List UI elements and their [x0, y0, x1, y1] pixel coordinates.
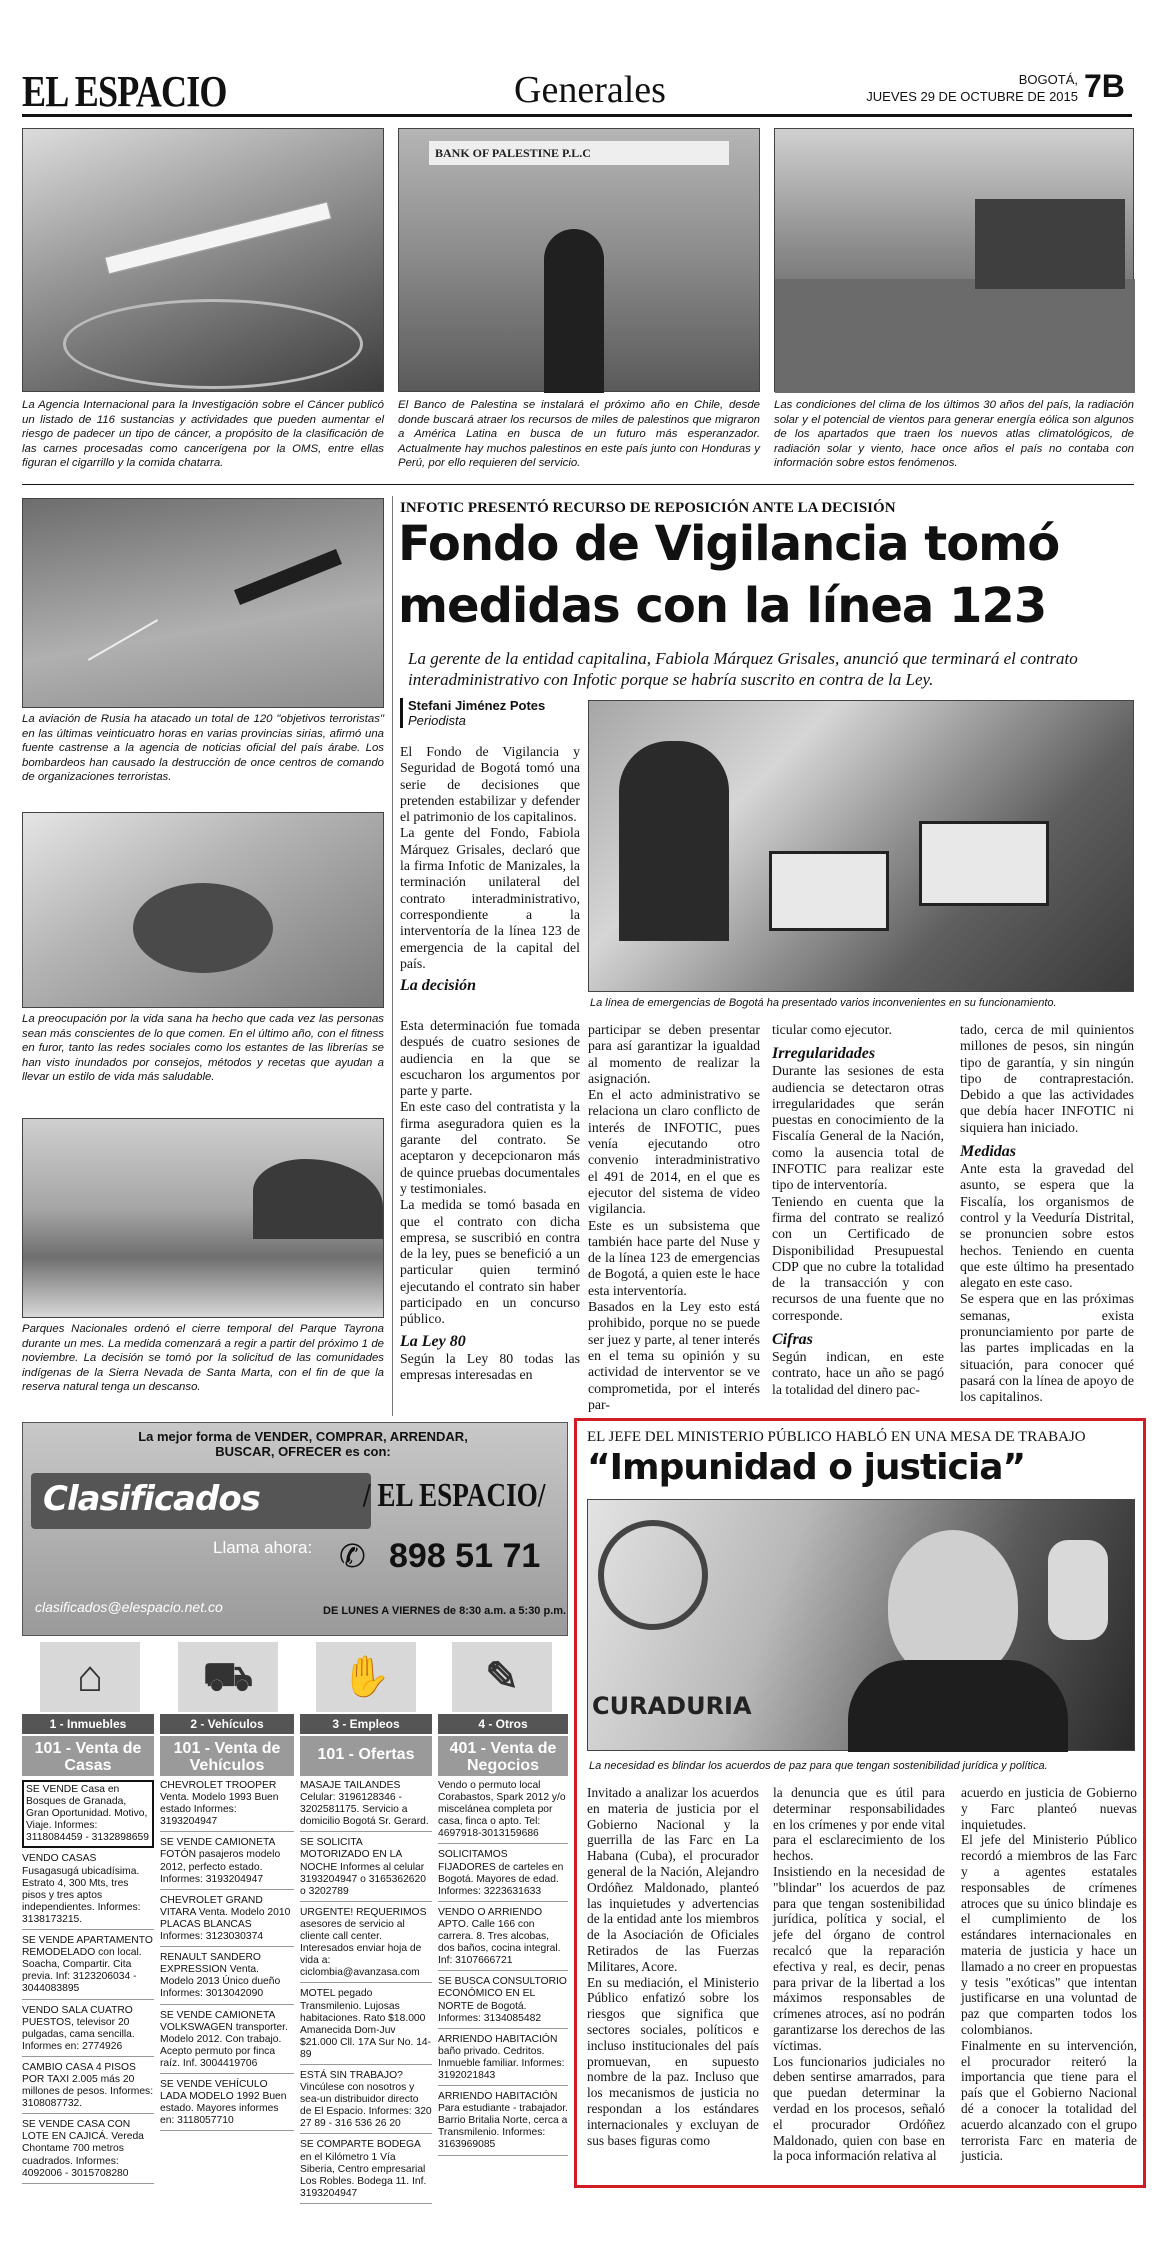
main-deck: La gerente de la entidad capitalina, Fabiola Márquez Grisales, anunció que terminará el contrato interadministrativo con Infotic porque se habría suscrito en contra de la Ley.: [408, 649, 1078, 689]
boxed-headline: “Impunidad o justicia”: [587, 1447, 1026, 1488]
classified-ad: Vendo o permuto local Corabastos, Spark 2012 y/o miscelánea completa por casa, finca o apto. Tel: 4697918-3013159686: [438, 1780, 568, 1844]
category-label: 2 - Vehículos: [160, 1714, 294, 1734]
paragraph: Durante las sesiones de esta audiencia se detectaron otras irregularidades que serán puestas en conocimiento de la Fiscalía General de la Nación, como la ausencia total de INFOTIC para realizar este tipo de interventoría.: [772, 1063, 944, 1193]
paragraph: Insistiendo en la necesidad de "blindar" los acuerdos de paz para que tengan sostenibilidad jurídica, política y social, el jefe del órgano de control recalcó que la reparación efectiva y real, es decir, penas para privar de la libertad a los máximos responsables de crímenes atroces, así no podrán garantizarse los derechos de las víctimas.: [773, 1863, 945, 2053]
category-sub: 101 - Venta de Vehículos: [160, 1736, 294, 1776]
dateline-date: JUEVES 29 DE OCTUBRE DE 2015: [866, 89, 1078, 104]
podium-sign: CURADURIA: [592, 1692, 752, 1720]
classified-ad: RENAULT SANDERO EXPRESSION Venta. Modelo 2013 Único dueño Informes: 3013042090: [160, 1952, 294, 2004]
paragraph: El jefe del Ministerio Público recordó a miembros de las Farc y a agentes estatales responsables de crímenes atroces que su único blindaje es el cumplimiento de los estándares internacionales en materia de justicia y hace un llamado a no creer en propuestas y tesis "exóticas" que intentan justificarse en una voluntad de paz que comparten todos los colombianos.: [961, 1832, 1137, 2037]
category-label: 3 - Empleos: [300, 1714, 432, 1734]
paragraph: En el acto administrativo se relaciona un claro conflicto de interés de INFOTIC, pues venía ejecutando otro convenio interadministrativo el 491 de 2014, en el que es ejecutor del sistema de video vigilancia.: [588, 1087, 760, 1217]
paragraph: La gente del Fondo, Fabiola Márquez Grisales, declaró que la firma Infotic de Manizales, la terminación unilateral del contrato interadministrativo, correspondiente a la interventoría de la línea 123 de emergencia de la capital del país.: [400, 825, 580, 971]
subhead-decision: La decisión: [400, 977, 476, 995]
classified-ad: SE VENDE VEHÍCULO LADA MODELO 1992 Buen estado. Mayores informes en: 3118057710: [160, 2079, 294, 2131]
main-column-4: [960, 1022, 1134, 1406]
classified-ad: ESTÁ SIN TRABAJO? Vincúlese con nosotros y sea-un distribuidor directo de El Espacio. Informes: 320 27 89 - 316 536 26 20: [300, 2070, 432, 2134]
classified-ad: SE VENDE APARTAMENTO REMODELADO con local. Soacha, Compartir. Cita previa. Inf: 3123206034 - 3044083895: [22, 1935, 154, 1999]
pen-icon: ✎: [452, 1642, 552, 1712]
classified-ad: CAMBIO CASA 4 PISOS POR TAXI 2.005 más 20 millones de pesos. Informes: 3108087732.: [22, 2062, 154, 2114]
hands-icon: ✋: [316, 1642, 416, 1712]
paragraph: Invitado a analizar los acuerdos en materia de justicia por el Gobierno Nacional y la guerrilla de las Farc en La Habana (Cuba), el procurador general de la Nación, Alejandro Ordóñez Maldonado, planteó las inquietudes y advertencias de la entidad ante los miembros de la Asociación de Oficiales Retirados de las Fuerzas Militares, Acore.: [587, 1785, 759, 1974]
paragraph: acuerdo en justicia de Gobierno y Farc planteó nuevas inquietudes.: [961, 1785, 1137, 1832]
category-sub: 101 - Venta de Casas: [22, 1736, 154, 1776]
subhead-medidas: Medidas: [960, 1143, 1016, 1161]
section-title: Generales: [514, 69, 666, 111]
beach-caption: Parques Nacionales ordenó el cierre temporal del Parque Tayrona durante un mes. La medida comenzará a regir a partir del próximo 1 de noviembre. La decisión se tomó por la solicitud de las comunidades indígenas de la Sierra Nevada de Santa Marta, con el fin de que la reserva natural tenga un descanso.: [22, 1323, 384, 1394]
classified-ad: SE VENDE Casa en Bosques de Granada, Gran Oportunidad. Motivo, Viaje. Informes: 3118084459 - 3132898659: [22, 1780, 154, 1848]
classified-ad: MASAJE TAILANDES Celular: 3196128346 - 3202581175. Servicio a domicilio Bogotá Sr. Gerard.: [300, 1780, 432, 1832]
classified-ad: CHEVROLET GRAND VITARA Venta. Modelo 2010 PLACAS BLANCAS Informes: 3123030374: [160, 1895, 294, 1947]
classified-ad: ARRIENDO HABITACIÓN Para estudiante - trabajador. Barrio Britalia Norte, cerca a Transmilenio. Informes: 3163969085: [438, 2091, 568, 2155]
almonds-caption: La preocupación por la vida sana ha hecho que cada vez las personas sean más conscientes de lo que comen. En el último año, con el fitness en furor, tanto las redes sociales como los estantes de las librerías se han visto inundados por consejos, métodos y recetas que ayudan a llevar un estilo de vida más saludable.: [22, 1013, 384, 1084]
classifieds-hours: DE LUNES A VIERNES de 8:30 a.m. a 5:30 p.m.: [323, 1605, 567, 1617]
call-center-photo: [588, 700, 1134, 992]
paragraph: En su mediación, el Ministerio Público enfatizó sobre los riesgos que significa que sectores sociales, políticos e incluso institucionales del país promuevan, en supuesto nombre de la paz. Incluso que los mecanismos de justicia no respondan a los estándares internacionales y excluyan de sus bases figuras como: [587, 1974, 759, 2148]
boxed-article: [574, 1418, 1146, 2188]
top-strip-rule: [22, 484, 1134, 485]
paragraph: Basados en la Ley esto está prohibido, porque no se puede ser juez y parte, al tener interés en el tema su opinión y su actividad de interventor se ve comprometida, por el interés par-: [588, 1299, 760, 1412]
classified-ad: MOTEL pegado Transmilenio. Lujosas habitaciones. Rato $18.000 Amanecida Dom-Juv $21.000 Cll. 17A Sur No. 14-89: [300, 1988, 432, 2065]
beach-photo: [22, 1118, 384, 1318]
main-kicker: INFOTIC PRESENTÓ RECURSO DE REPOSICIÓN ANTE LA DECISIÓN: [400, 500, 896, 516]
main-headline-line2: medidas con la línea 123: [398, 578, 1047, 634]
car-icon: ⛟: [178, 1642, 278, 1712]
classifieds-column-3: [300, 1780, 432, 2199]
classifieds-phone: 898 51 71: [389, 1537, 541, 1575]
bank-sign: BANK OF PALESTINE P.L.C: [429, 141, 729, 165]
paragraph: Según la Ley 80 todas las empresas interesadas en: [400, 1350, 580, 1382]
paragraph: la denuncia que es útil para determinar responsabilidades en los crímenes y por ende vital para el esclarecimiento de los hechos.: [773, 1785, 945, 1864]
classifieds-email: clasificados@elespacio.net.co: [35, 1599, 223, 1615]
procurador-photo: [587, 1499, 1135, 1751]
main-column-3: [772, 1022, 944, 1398]
classified-ad: VENDO CASAS Fusagasugá ubicadísima. Estrato 4, 300 Mts, tres pisos y tres aptos independientes. Informes: 3138173215.: [22, 1853, 154, 1930]
byline-role: Periodista: [408, 713, 466, 728]
classifieds-paper-logo: / EL ESPACIO/: [363, 1477, 546, 1514]
classifieds-column-4: [438, 1780, 568, 2190]
classified-ad: VENDO SALA CUATRO PUESTOS, televisor 20 pulgadas, cama sencilla. Informes en: 2774926: [22, 2005, 154, 2057]
main-column-1: [400, 744, 580, 995]
procurador-caption: La necesidad es blindar los acuerdos de paz para que tengan sostenibilidad jurídica y política.: [589, 1760, 1048, 1772]
paragraph: Esta determinación fue tomada después de cuatro sesiones de audiencia en la que se escucharon los argumentos por parte y parte.: [400, 1018, 580, 1099]
paragraph: tado, cerca de mil quinientos millones de pesos, sin ningún tipo de garantía, y sin ningún tipo de contraprestación. Debido a que las actividades que debía hacer INFOTIC ni siquiera han iniciado.: [960, 1022, 1134, 1135]
house-icon: ⌂: [40, 1642, 140, 1712]
subhead-cifras: Cifras: [772, 1331, 813, 1349]
paragraph: Los funcionarios judiciales no deben sentirse amarrados, para que puedan determinar la verdad en los procesos, señaló el procurador Ordóñez Maldonado, quien con base en la poca información relativa al: [773, 2053, 945, 2164]
main-headline-line1: Fondo de Vigilancia tomó: [398, 516, 1060, 572]
paragraph: En este caso del contratista y la firma aseguradora quien es la garante del contrato. Se aceptaron y decepcionaron más de quince pruebas documentales y testimoniales.: [400, 1099, 580, 1196]
call-label: Llama ahora:: [213, 1538, 313, 1557]
boxed-column-1: [587, 1785, 759, 2148]
bank-photo: [398, 128, 760, 392]
classified-ad: URGENTE! REQUERIMOS asesores de servicio al cliente call center. Interesados enviar hoja de vida a: ciclombia@avanzasa.com: [300, 1907, 432, 1984]
dateline-city: BOGOTÁ,: [1018, 72, 1078, 87]
top-caption-1: La Agencia Internacional para la Investigación sobre el Cáncer publicó un listado de 116 sustancias y actividades que pueden aumentar el riesgo de padecer un tipo de cáncer, a propósito de la clasificación de las carnes procesadas como cancerígena por la OMS, entre ellas figuran el cigarrillo y la comida chatarra.: [22, 399, 384, 470]
paragraph: ticular como ejecutor.: [772, 1022, 892, 1037]
classified-ad: SE SOLICITA MOTORIZADO EN LA NOCHE Informes al celular 3193204947 o 3165362620 o 3202789: [300, 1837, 432, 1901]
paragraph: Este es un subsistema que también hace parte del Nuse y de la línea 123 de emergencias de Bogotá, a quien este le hace esta interventoría.: [588, 1217, 760, 1298]
classified-ad: SE COMPARTE BODEGA en el Kilómetro 1 Vía Siberia, Centro empresarial Los Robles. Bodega 11. Inf. 3193204947: [300, 2139, 432, 2203]
page-number: 7B: [1084, 68, 1125, 104]
classifieds-logo-text: Clasificados: [43, 1479, 260, 1519]
classified-ad: ARRIENDO HABITACIÓN baño privado. Cedritos. Inmueble familiar. Informes: 3192021843: [438, 2034, 568, 2086]
top-caption-2: El Banco de Palestina se instalará el próximo año en Chile, desde donde buscará atraer los recursos de miles de palestinos que migraron a América Latina en busca de un futuro más esperanzador. Actualmente hay muchos palestinos en este país junto con Honduras y Perú, por ello requieren del servicio.: [398, 399, 760, 470]
category-sub: 401 - Venta de Negocios: [438, 1736, 568, 1776]
fighter-jet-photo: [22, 498, 384, 708]
byline: [400, 698, 545, 728]
masthead-rule: [22, 114, 1132, 117]
subhead-irregularidades: Irregularidades: [772, 1045, 876, 1063]
cigarette-photo: [22, 128, 384, 392]
top-caption-3: Las condiciones del clima de los últimos 30 años del país, la radiación solar y el potencial de vientos para generar energía eólica son algunos de los apartados que traen los nuevos atlas climatológicos, de radiación solar y viento, hace once años el país no contaba con información sobre estos fenómenos.: [774, 399, 1134, 470]
classifieds-logo: [31, 1473, 371, 1529]
subhead-ley: La Ley 80: [400, 1332, 466, 1350]
classifieds-banner: [22, 1422, 568, 1636]
classified-ad: VENDO O ARRIENDO APTO. Calle 166 con carrera. 8. Tres alcobas, dos baños, cocina integral. Inf: 3107666721: [438, 1907, 568, 1971]
almonds-hand-photo: [22, 812, 384, 1008]
paragraph: Ante esta la gravedad del asunto, se espera que la Fiscalía, los organismos de control y la Veeduría Distrital, se pronuncien sobre estos hechos. Teniendo en cuenta que este último ha presentado alegato en este caso.: [960, 1161, 1134, 1291]
classified-ad: SE VENDE CASA CON LOTE EN CAJICÁ. Vereda Chontame 700 metros cuadrados. Informes: 4092006 - 3015708280: [22, 2119, 154, 2183]
classifieds-promo: La mejor forma de VENDER, COMPRAR, ARRENDAR, BUSCAR, OFRECER es con:: [138, 1429, 468, 1459]
jet-caption: La aviación de Rusia ha atacado un total de 120 "objetivos terroristas" en las últimas veinticuatro horas en varias provincias sirias, afirmó una fuente castrense a la agencia de noticias oficial del país árabe. Los bombardeos han causado la destrucción de once centros de comando de organizaciones terroristas.: [22, 713, 384, 784]
boxed-column-3: [961, 1785, 1137, 2164]
category-label: 1 - Inmuebles: [22, 1714, 154, 1734]
paragraph: La medida se tomó basada en que el contrato con dicha empresa, se suscribió en contra de la ley, pues se benefició a un particular quien terminó ejecutando el contrato sin haber participado en un concurso público.: [400, 1197, 580, 1327]
paragraph: Según indican, en este contrato, hace un año se pagó la totalidad del dinero pac-: [772, 1349, 944, 1397]
classifieds-column-1: [22, 1780, 154, 2190]
newspaper-logo: EL ESPACIO: [22, 67, 227, 116]
paragraph: participar se deben presentar para así garantizar la igualdad al momento de realizar la asignación.: [588, 1022, 760, 1086]
category-label: 4 - Otros: [438, 1714, 568, 1734]
phone-icon: ✆: [339, 1537, 366, 1575]
call-center-caption: La línea de emergencias de Bogotá ha presentado varios inconvenientes en su funcionamiento.: [590, 997, 1057, 1009]
paragraph: El Fondo de Vigilancia y Seguridad de Bogotá tomó una serie de decisiones que pretenden estabilizar y defender el patrimonio de los capitalinos.: [400, 744, 580, 825]
classified-ad: SOLICITAMOS FIJADORES de carteles en Bogotá. Mayores de edad. Informes: 3223631633: [438, 1849, 568, 1901]
classified-ad: CHEVROLET TROOPER Venta. Modelo 1993 Buen estado Informes: 3193204947: [160, 1780, 294, 1832]
category-sub: 101 - Ofertas: [300, 1736, 432, 1776]
paragraph: Finalmente en su intervención, el procurador reiteró la importancia que tiene para el país que el Gobierno Nacional dé a conocer la totalidad del acuerdo alcanzado con el grupo terrorista Farc en materia de justicia.: [961, 2037, 1137, 2164]
classified-ad: SE VENDE CAMIONETA VOLKSWAGEN transporter. Modelo 2012. Con trabajo. Acepto permuto por finca raíz. Inf. 3004419706: [160, 2010, 294, 2074]
boxed-kicker: EL JEFE DEL MINISTERIO PÚBLICO HABLÓ EN UNA MESA DE TRABAJO: [587, 1429, 1086, 1445]
byline-name: Stefani Jiménez Potes: [408, 698, 546, 713]
main-column-2: [588, 1022, 760, 1413]
boxed-column-2: [773, 1785, 945, 2164]
classifieds-column-2: [160, 1780, 294, 2190]
paragraph: Se espera que en las próximas semanas, exista pronunciamiento por parte de las partes implicadas en la situación, para conocer qué pasará con la línea de apoyo de los capitalinos.: [960, 1291, 1134, 1405]
classified-ad: SE VENDE CAMIONETA FOTÓN pasajeros modelo 2012, perfecto estado. Informes: 3193204947: [160, 1837, 294, 1889]
flood-photo: [774, 128, 1134, 392]
main-column-1b: [400, 1018, 580, 1383]
classified-ad: SE BUSCA CONSULTORIO ECONÓMICO EN EL NORTE de Bogotá. Informes: 3134085482: [438, 1976, 568, 2028]
paragraph: Teniendo en cuenta que la firma del contrato se realizó con un Certificado de Disponibilidad Presupuestal CDP que no cubre la totalidad de la transacción y con recursos de una fuente que no corresponde.: [772, 1193, 944, 1323]
left-column-rule: [392, 496, 393, 1416]
